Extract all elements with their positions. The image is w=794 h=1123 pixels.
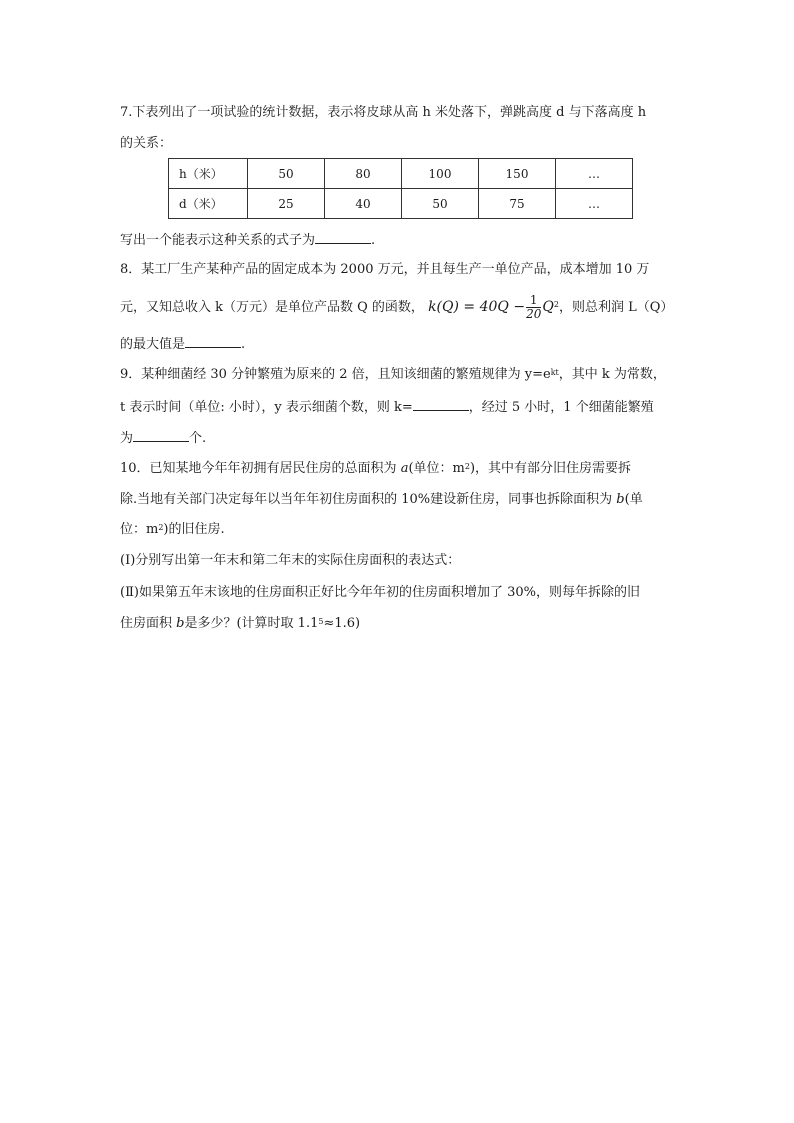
q9-text-line2: [120, 398, 654, 416]
q7-data-table: [168, 158, 633, 219]
q9-text-line3: [120, 429, 206, 447]
formula-left: k(Q) = 40Q −: [428, 299, 526, 315]
q10-text-line2-start: 除.当地有关部门决定每年以当年年初住房面积的 10%建设新住房，同事也拆除面积为: [120, 492, 617, 507]
q9-text-line2-end: ，经过 5 小时，1 个细菌能繁殖: [468, 400, 654, 415]
q8-answer-period: .: [241, 337, 246, 352]
q10-part2-start: 住房面积: [120, 616, 177, 631]
q10-var-a: a: [400, 461, 409, 476]
q10-text-line3: [120, 522, 225, 538]
q9-text-line2-start: t 表示时间（单位: 小时），y 表示细菌个数，则 k=: [120, 400, 413, 415]
q7-answer-period: .: [371, 233, 376, 248]
q10-text-line1: [120, 461, 631, 477]
q8-text-line2-start: 元，又知总收入 k（万元）是单位产品数 Q 的函数，: [120, 300, 424, 315]
q10-text-line1-end: )，其中有部分旧住房需要拆: [469, 461, 632, 476]
q10-part2-end: ≈1.6): [323, 616, 361, 631]
fraction-numerator: 1: [526, 294, 541, 308]
table-cell: 25: [248, 189, 325, 219]
q10-part2-line2: [120, 616, 360, 632]
q8-text-line2: [120, 290, 673, 325]
formula-right: Q: [542, 299, 554, 315]
q9-text-line3-end: 个.: [189, 431, 207, 446]
q8-text-line2-end: ，则总利润 L（Q）: [558, 300, 674, 315]
q10-text-line2-end: (单: [624, 492, 643, 507]
formula-fraction: [526, 294, 541, 321]
q10-text-line3-end: )的旧住房.: [163, 522, 225, 537]
formula-exponent: 2: [553, 300, 559, 309]
q10-text-line3-start: 位：m: [120, 522, 159, 537]
q7-answer-line: [120, 231, 375, 249]
q8-text-line1: 8．某工厂生产某种产品的固定成本为 2000 万元，并且每生产一单位产品，成本增加 10 万: [120, 262, 650, 277]
table-cell: …: [556, 189, 633, 219]
q10-text-line2: [120, 492, 643, 508]
q8-answer-prompt: 的最大值是: [120, 337, 186, 352]
q10-var-b: b: [616, 492, 625, 507]
fraction-denominator: 20: [526, 306, 542, 321]
q9-text-line1-end: ，其中 k 为常数，: [558, 367, 666, 382]
q10-unit-exponent: 2: [464, 462, 470, 471]
table-cell: …: [556, 159, 633, 189]
q10-part2-var-b: b: [176, 616, 185, 631]
q9-k-blank[interactable]: [413, 398, 469, 411]
q10-unit: (单位：m: [408, 461, 465, 476]
table-row: [169, 189, 633, 219]
table-row-label: h（米）: [169, 159, 248, 189]
table-cell: 80: [325, 159, 402, 189]
table-cell: 100: [402, 159, 479, 189]
table-cell: 50: [402, 189, 479, 219]
q9-text-line1: [120, 367, 666, 383]
q10-part2-exponent: 5: [318, 617, 324, 626]
q10-unit-exponent-2: 2: [158, 523, 164, 532]
q7-answer-prompt: 写出一个能表示这种关系的式子为: [120, 233, 316, 248]
q10-part1: (Ⅰ)分别写出第一年末和第二年末的实际住房面积的表达式：: [120, 553, 461, 568]
q10-part2-mid: 是多少？(计算时取 1.1: [184, 616, 319, 631]
q7-answer-blank[interactable]: [315, 231, 371, 244]
q7-text-line2: 的关系：: [120, 136, 173, 151]
q8-answer-blank[interactable]: [185, 335, 241, 348]
table-cell: 150: [479, 159, 556, 189]
table-row-label: d（米）: [169, 189, 248, 219]
q10-text-line1-start: 10．已知某地今年年初拥有居民住房的总面积为: [120, 461, 401, 476]
table-row: [169, 159, 633, 189]
table-cell: 50: [248, 159, 325, 189]
q9-exponent: kt: [550, 368, 559, 377]
table-cell: 40: [325, 189, 402, 219]
q9-text-line1-start: 9．某种细菌经 30 分钟繁殖为原来的 2 倍，且知该细菌的繁殖规律为 y=e: [120, 367, 551, 382]
q8-revenue-formula: [428, 292, 559, 321]
q9-text-line3-start: 为: [120, 431, 134, 446]
q10-part2-line1: (Ⅱ)如果第五年末该地的住房面积正好比今年年初的住房面积增加了 30%，则每年拆除的旧: [120, 585, 641, 600]
q7-text-line1: 7.下表列出了一项试验的统计数据，表示将皮球从高 h 米处落下，弹跳高度 d 与下落高度 h: [120, 105, 647, 120]
q8-answer-line: [120, 335, 245, 353]
q9-count-blank[interactable]: [133, 429, 189, 442]
table-cell: 75: [479, 189, 556, 219]
